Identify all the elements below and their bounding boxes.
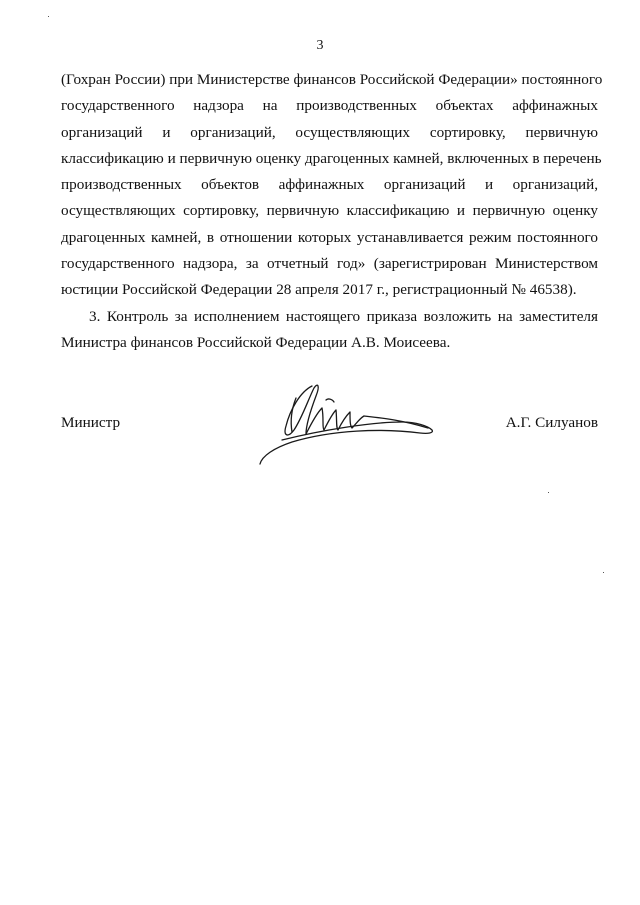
signatory-title: Министр: [61, 414, 121, 431]
text-line: (Гохран России) при Министерстве финансов Российской Федерации» постоянного: [61, 71, 603, 88]
signatory-name: А.Г. Силуанов: [505, 414, 598, 431]
scan-speck: [548, 492, 549, 493]
text-line: осуществляющих сортировку, первичную классификацию и первичную оценку: [61, 202, 598, 220]
text-line: Министра финансов Российской Федерации А.В. Моисеева.: [61, 333, 451, 351]
paragraph-continuation: [61, 67, 603, 304]
page-number: 3: [316, 38, 324, 53]
text-line: производственных объектов аффинажных организаций и организаций,: [61, 176, 598, 194]
document-body: [61, 67, 603, 356]
text-line: государственного надзора, за отчетный год» (зарегистрирован Министерством: [61, 255, 598, 273]
handwritten-signature: [252, 378, 442, 468]
scan-speck: [603, 572, 604, 573]
paragraph-item-3: [61, 304, 598, 357]
text-line: организаций и организаций, осуществляющих сортировку, первичную: [61, 123, 598, 141]
scan-speck: [48, 16, 49, 17]
text-line: классификацию и первичную оценку драгоценных камней, включенных в перечень: [61, 149, 602, 167]
text-line: государственного надзора на производственных объектах аффинажных: [61, 97, 598, 115]
text-line: юстиции Российской Федерации 28 апреля 2017 г., регистрационный № 46538).: [61, 281, 577, 299]
text-line: 3. Контроль за исполнением настоящего приказа возложить на заместителя: [89, 307, 598, 325]
text-line: драгоценных камней, в отношении которых устанавливается режим постоянного: [61, 228, 598, 246]
